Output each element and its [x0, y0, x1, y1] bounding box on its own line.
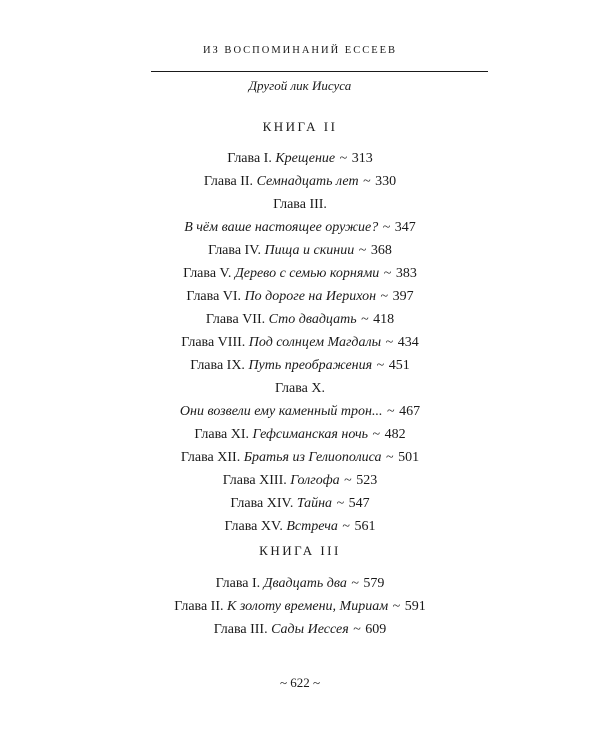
chapter-page: 591	[404, 599, 426, 614]
chapter-page: 347	[394, 220, 416, 235]
chapter-title: Сто двадцать	[268, 312, 357, 327]
chapter-page: 330	[375, 174, 397, 189]
chapter-label: Глава XV.	[224, 519, 283, 534]
chapter-label: Глава III.	[273, 197, 327, 212]
separator: ~	[358, 243, 367, 258]
book-title-3: КНИГА III	[259, 543, 341, 558]
toc-entry	[0, 446, 600, 469]
toc-entry	[0, 147, 600, 170]
separator: ~	[385, 335, 394, 350]
chapter-label: Глава IV.	[208, 243, 262, 258]
separator: ~	[351, 576, 359, 591]
book-title-2: КНИГА II	[262, 119, 338, 134]
separator: ~	[383, 266, 392, 281]
separator: ~	[382, 220, 391, 235]
separator: ~	[372, 427, 381, 442]
chapter-title: Двадцать два	[263, 576, 347, 591]
separator: ~	[342, 519, 350, 534]
separator: ~	[344, 473, 352, 488]
chapter-label: Глава XI.	[194, 427, 250, 442]
separator: ~	[361, 312, 369, 327]
toc-entry	[0, 262, 600, 285]
chapter-page: 368	[370, 243, 392, 258]
chapter-label: Глава I.	[215, 576, 261, 591]
chapter-page: 383	[395, 266, 417, 281]
chapter-title: Сады Иессея	[271, 622, 349, 637]
chapter-page: 313	[351, 151, 373, 166]
chapter-label: Глава VII.	[205, 312, 266, 327]
separator: ~	[363, 174, 371, 189]
chapter-page: 434	[397, 335, 419, 350]
separator: ~	[336, 496, 345, 511]
page-number: ~ 622 ~	[279, 675, 321, 690]
chapter-title: Путь преображения	[248, 358, 373, 373]
separator: ~	[339, 151, 348, 166]
separator: ~	[376, 358, 385, 373]
chapter-label: Глава X.	[275, 381, 325, 396]
chapter-label: Глава VI.	[186, 289, 242, 304]
separator: ~	[386, 450, 394, 465]
chapter-title: По дороге на Иерихон	[244, 289, 377, 304]
chapter-page: 579	[363, 576, 385, 591]
chapter-label: Глава VIII.	[181, 335, 246, 350]
chapter-title: Тайна	[296, 496, 333, 511]
toc-entry	[0, 354, 600, 377]
chapter-page: 609	[365, 622, 387, 637]
chapter-label: Глава II.	[203, 174, 254, 189]
chapter-page: 561	[354, 519, 376, 534]
chapter-label: Глава XII.	[180, 450, 241, 465]
toc-entry	[0, 193, 600, 239]
running-title: ИЗ ВОСПОМИНАНИЙ ЕССЕЕВ	[202, 45, 398, 56]
chapter-page: 451	[388, 358, 410, 373]
chapter-title: Они возвели ему каменный трон...	[179, 404, 383, 419]
chapter-title: Встреча	[286, 519, 338, 534]
toc-entry	[0, 331, 600, 354]
chapter-title: К золоту времени, Мириам	[227, 599, 389, 614]
chapter-title: Гефсиманская ночь	[252, 427, 369, 442]
toc-entry	[0, 308, 600, 331]
chapter-title: Дерево с семью корнями	[234, 266, 380, 281]
toc-entry	[0, 572, 600, 595]
chapter-page: 397	[392, 289, 414, 304]
chapter-label: Глава II.	[174, 599, 224, 614]
chapter-title: Крещение	[275, 151, 336, 166]
toc-book-3	[0, 572, 600, 641]
chapter-title: В чём ваше настоящее оружие?	[184, 220, 379, 235]
chapter-label: Глава V.	[183, 266, 232, 281]
separator: ~	[392, 599, 401, 614]
toc-entry	[0, 377, 600, 423]
toc-entry	[0, 469, 600, 492]
chapter-title: Пища и скинии	[264, 243, 355, 258]
separator: ~	[380, 289, 389, 304]
chapter-page: 482	[384, 427, 406, 442]
chapter-label: Глава XIII.	[222, 473, 287, 488]
toc-entry	[0, 492, 600, 515]
chapter-page: 523	[356, 473, 378, 488]
chapter-page: 418	[373, 312, 395, 327]
toc-entry	[0, 618, 600, 641]
header-rule	[151, 71, 488, 72]
chapter-title: Голгофа	[290, 473, 340, 488]
page-subtitle: Другой лик Иисуса	[248, 78, 352, 93]
chapter-page: 547	[348, 496, 370, 511]
chapter-page: 501	[398, 450, 420, 465]
toc-entry	[0, 170, 600, 193]
chapter-title: Под солнцем Магдалы	[248, 335, 382, 350]
chapter-title: Семнадцать лет	[256, 174, 359, 189]
toc-entry	[0, 285, 600, 308]
chapter-title: Братья из Гелиополиса	[243, 450, 382, 465]
separator: ~	[386, 404, 395, 419]
toc-entry	[0, 515, 600, 538]
chapter-page: 467	[399, 404, 421, 419]
chapter-label: Глава IX.	[190, 358, 245, 373]
chapter-label: Глава I.	[227, 151, 272, 166]
chapter-label: Глава III.	[213, 622, 268, 637]
toc-entry	[0, 423, 600, 446]
toc-book-2	[0, 147, 600, 538]
separator: ~	[353, 622, 361, 637]
toc-entry	[0, 595, 600, 618]
toc-entry	[0, 239, 600, 262]
chapter-label: Глава XIV.	[230, 496, 294, 511]
